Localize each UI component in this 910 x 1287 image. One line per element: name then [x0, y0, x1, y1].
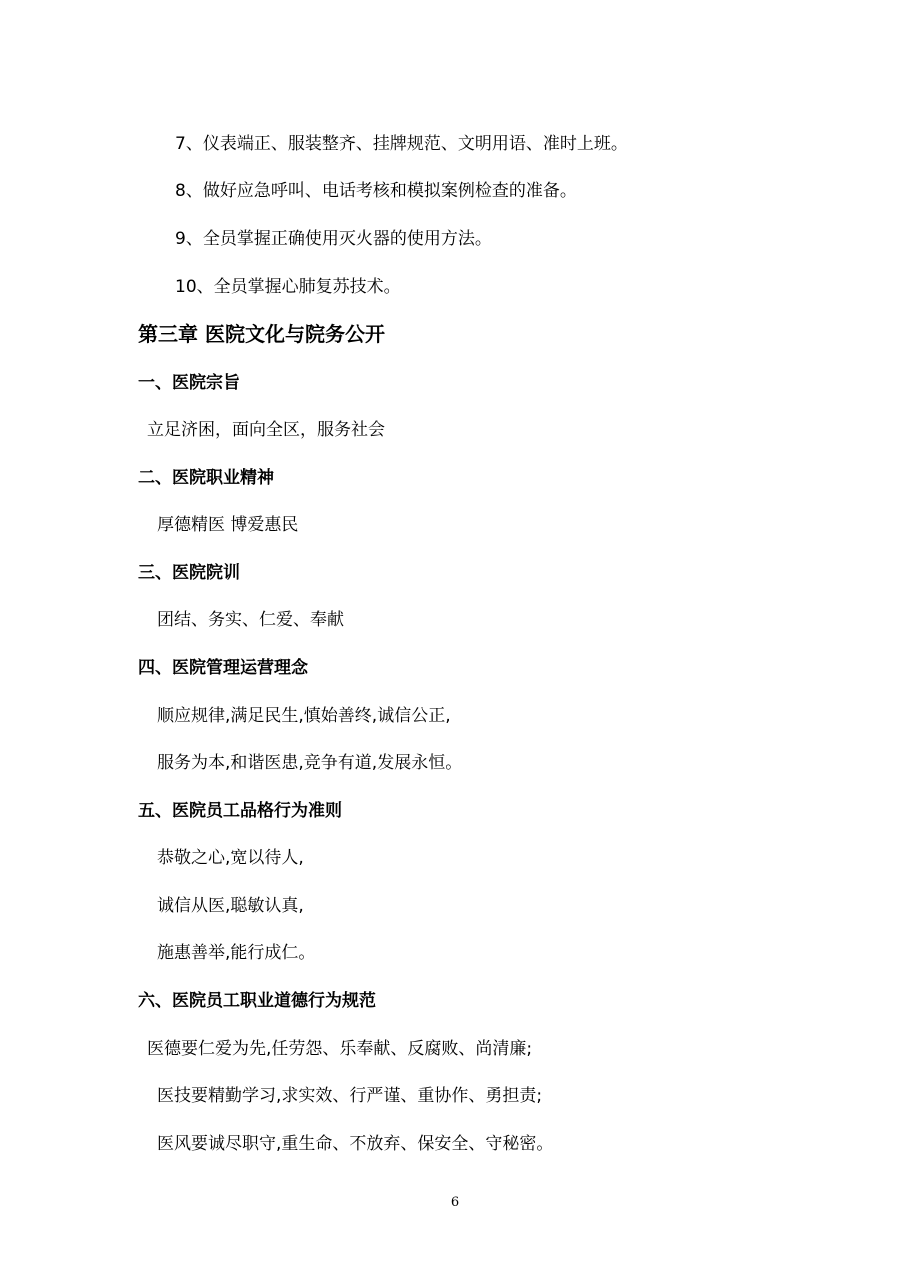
section-heading-ethics: 六、医院员工职业道德行为规范: [138, 991, 376, 1011]
page-number: 6: [450, 1195, 460, 1210]
list-item-7: 7、仪表端正、服装整齐、挂牌规范、文明用语、准时上班。: [175, 134, 628, 154]
list-item-10: 10、全员掌握心肺复苏技术。: [175, 277, 401, 297]
section-heading-motto: 三、医院院训: [138, 563, 240, 583]
section-text-ethics-1: 医德要仁爱为先,任劳怨、乐奉献、反腐败、尚清廉;: [147, 1039, 533, 1059]
section-text-conduct-3: 施惠善举,能行成仁。: [157, 943, 316, 963]
list-item-8: 8、做好应急呼叫、电话考核和模拟案例检查的准备。: [175, 181, 577, 201]
section-text-motto: 团结、务实、仁爱、奉献: [157, 610, 344, 630]
section-heading-conduct: 五、医院员工品格行为准则: [138, 801, 342, 821]
section-text-spirit: 厚德精医 博爱惠民: [157, 515, 299, 535]
section-text-conduct-1: 恭敬之心,宽以待人,: [157, 848, 304, 868]
section-text-ethics-3: 医风要诚尽职守,重生命、不放弃、保安全、守秘密。: [157, 1134, 554, 1154]
section-text-philosophy-2: 服务为本,和谐医患,竞争有道,发展永恒。: [157, 753, 463, 773]
chapter-title: 第三章 医院文化与院务公开: [138, 322, 385, 346]
section-heading-philosophy: 四、医院管理运营理念: [138, 658, 308, 678]
section-heading-spirit: 二、医院职业精神: [138, 468, 274, 488]
section-text-ethics-2: 医技要精勤学习,求实效、行严谨、重协作、勇担责;: [157, 1086, 543, 1106]
list-item-9: 9、全员掌握正确使用灭火器的使用方法。: [175, 229, 492, 249]
section-text-philosophy-1: 顺应规律,满足民生,慎始善终,诚信公正,: [157, 706, 451, 726]
section-text-conduct-2: 诚信从医,聪敏认真,: [157, 896, 304, 916]
section-text-mission: 立足济困，面向全区，服务社会: [147, 420, 385, 440]
section-heading-mission: 一、医院宗旨: [138, 373, 240, 393]
